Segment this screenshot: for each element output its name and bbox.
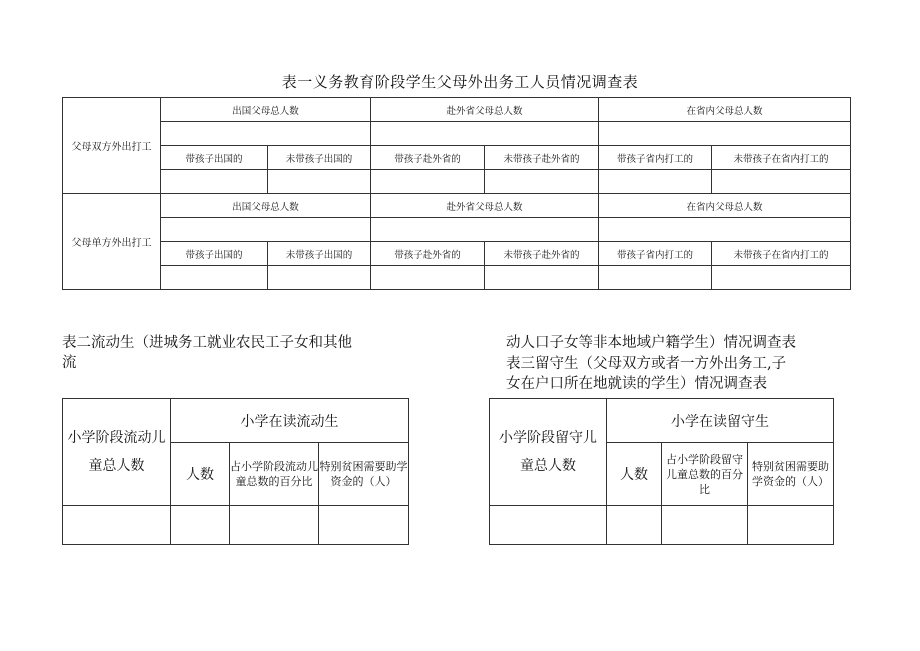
input-cell[interactable] xyxy=(485,266,599,290)
header-in-province-total: 在省内父母总人数 xyxy=(599,194,851,218)
subheader-with-child-in-province: 带孩子省内打工的 xyxy=(599,146,712,170)
subheader-without-child-in-province: 未带孩子在省内打工的 xyxy=(712,146,851,170)
input-cell[interactable] xyxy=(599,122,851,146)
subheader-with-child-out-province: 带孩子赴外省的 xyxy=(371,242,485,266)
input-cell[interactable] xyxy=(268,266,371,290)
subheader-without-child-out-province: 未带孩子赴外省的 xyxy=(485,242,599,266)
header-out-province-total: 赴外省父母总人数 xyxy=(371,194,599,218)
input-cell[interactable] xyxy=(371,218,599,242)
header-out-province-total: 赴外省父母总人数 xyxy=(371,98,599,122)
input-cell[interactable] xyxy=(599,218,851,242)
input-cell[interactable] xyxy=(268,170,371,194)
input-cell[interactable] xyxy=(371,122,599,146)
row-label-both-parents: 父母双方外出打工 xyxy=(63,98,161,194)
table2-title-line2: 流 xyxy=(62,355,77,371)
header-abroad-total: 出国父母总人数 xyxy=(161,194,371,218)
table2-title-continuation: 动人口子女等非本地域户籍学生）情况调查表 xyxy=(506,335,796,351)
col-header-percentage: 占小学阶段留守儿童总数的百分比 xyxy=(662,443,748,506)
input-cell[interactable] xyxy=(371,266,485,290)
input-cell[interactable] xyxy=(171,506,230,545)
input-cell[interactable] xyxy=(63,506,171,545)
col-header-aid-needed: 特别贫困需要助学资金的（人） xyxy=(748,443,834,506)
left-behind-students-table xyxy=(489,398,834,545)
input-cell[interactable] xyxy=(485,170,599,194)
input-cell[interactable] xyxy=(319,506,409,545)
group-header-migrant-enrolled: 小学在读流动生 xyxy=(171,399,409,443)
row-header-line2: 童总人数 xyxy=(520,458,576,474)
subheader-with-child-in-province: 带孩子省内打工的 xyxy=(599,242,712,266)
col-header-people: 人数 xyxy=(607,443,662,506)
input-cell[interactable] xyxy=(712,170,851,194)
subheader-without-child-out-province: 未带孩子赴外省的 xyxy=(485,146,599,170)
subheader-with-child-out-province: 带孩子赴外省的 xyxy=(371,146,485,170)
input-cell[interactable] xyxy=(599,266,712,290)
subheader-without-child-abroad: 未带孩子出国的 xyxy=(268,146,371,170)
subheader-with-child-abroad: 带孩子出国的 xyxy=(161,146,268,170)
input-cell[interactable] xyxy=(161,170,268,194)
input-cell[interactable] xyxy=(490,506,607,545)
group-header-left-behind-enrolled: 小学在读留守生 xyxy=(607,399,834,443)
subheader-with-child-abroad: 带孩子出国的 xyxy=(161,242,268,266)
table3-title-line2: 女在户口所在地就读的学生）情况调查表 xyxy=(506,376,767,392)
table2-title-line1: 表二流动生（进城务工就业农民工子女和其他 xyxy=(62,335,352,351)
row-label-single-parent: 父母单方外出打工 xyxy=(63,194,161,290)
input-cell[interactable] xyxy=(607,506,662,545)
input-cell[interactable] xyxy=(161,218,371,242)
subheader-without-child-in-province: 未带孩子在省内打工的 xyxy=(712,242,851,266)
header-abroad-total: 出国父母总人数 xyxy=(161,98,371,122)
row-header-migrant-total xyxy=(63,399,171,506)
input-cell[interactable] xyxy=(712,266,851,290)
col-header-percentage: 占小学阶段流动儿童总数的百分比 xyxy=(230,443,319,506)
subheader-without-child-abroad: 未带孩子出国的 xyxy=(268,242,371,266)
input-cell[interactable] xyxy=(161,266,268,290)
row-header-left-behind-total xyxy=(490,399,607,506)
row-header-line2: 童总人数 xyxy=(88,458,145,474)
input-cell[interactable] xyxy=(371,170,485,194)
input-cell[interactable] xyxy=(161,122,371,146)
table1-title: 表一义务教育阶段学生父母外出务工人员情况调查表 xyxy=(281,73,639,91)
header-in-province-total: 在省内父母总人数 xyxy=(599,98,851,122)
input-cell[interactable] xyxy=(662,506,748,545)
col-header-aid-needed: 特别贫困需要助学资金的（人） xyxy=(319,443,409,506)
input-cell[interactable] xyxy=(599,170,712,194)
input-cell[interactable] xyxy=(748,506,834,545)
col-header-people: 人数 xyxy=(171,443,230,506)
migrant-students-table xyxy=(62,398,409,545)
parents-migrant-work-table xyxy=(62,97,851,290)
row-header-line1: 小学阶段流动儿 xyxy=(67,430,166,446)
row-header-line1: 小学阶段留守儿 xyxy=(499,430,597,446)
input-cell[interactable] xyxy=(230,506,319,545)
table3-title-line1: 表三留守生（父母双方或者一方外出务工,子 xyxy=(506,356,787,372)
